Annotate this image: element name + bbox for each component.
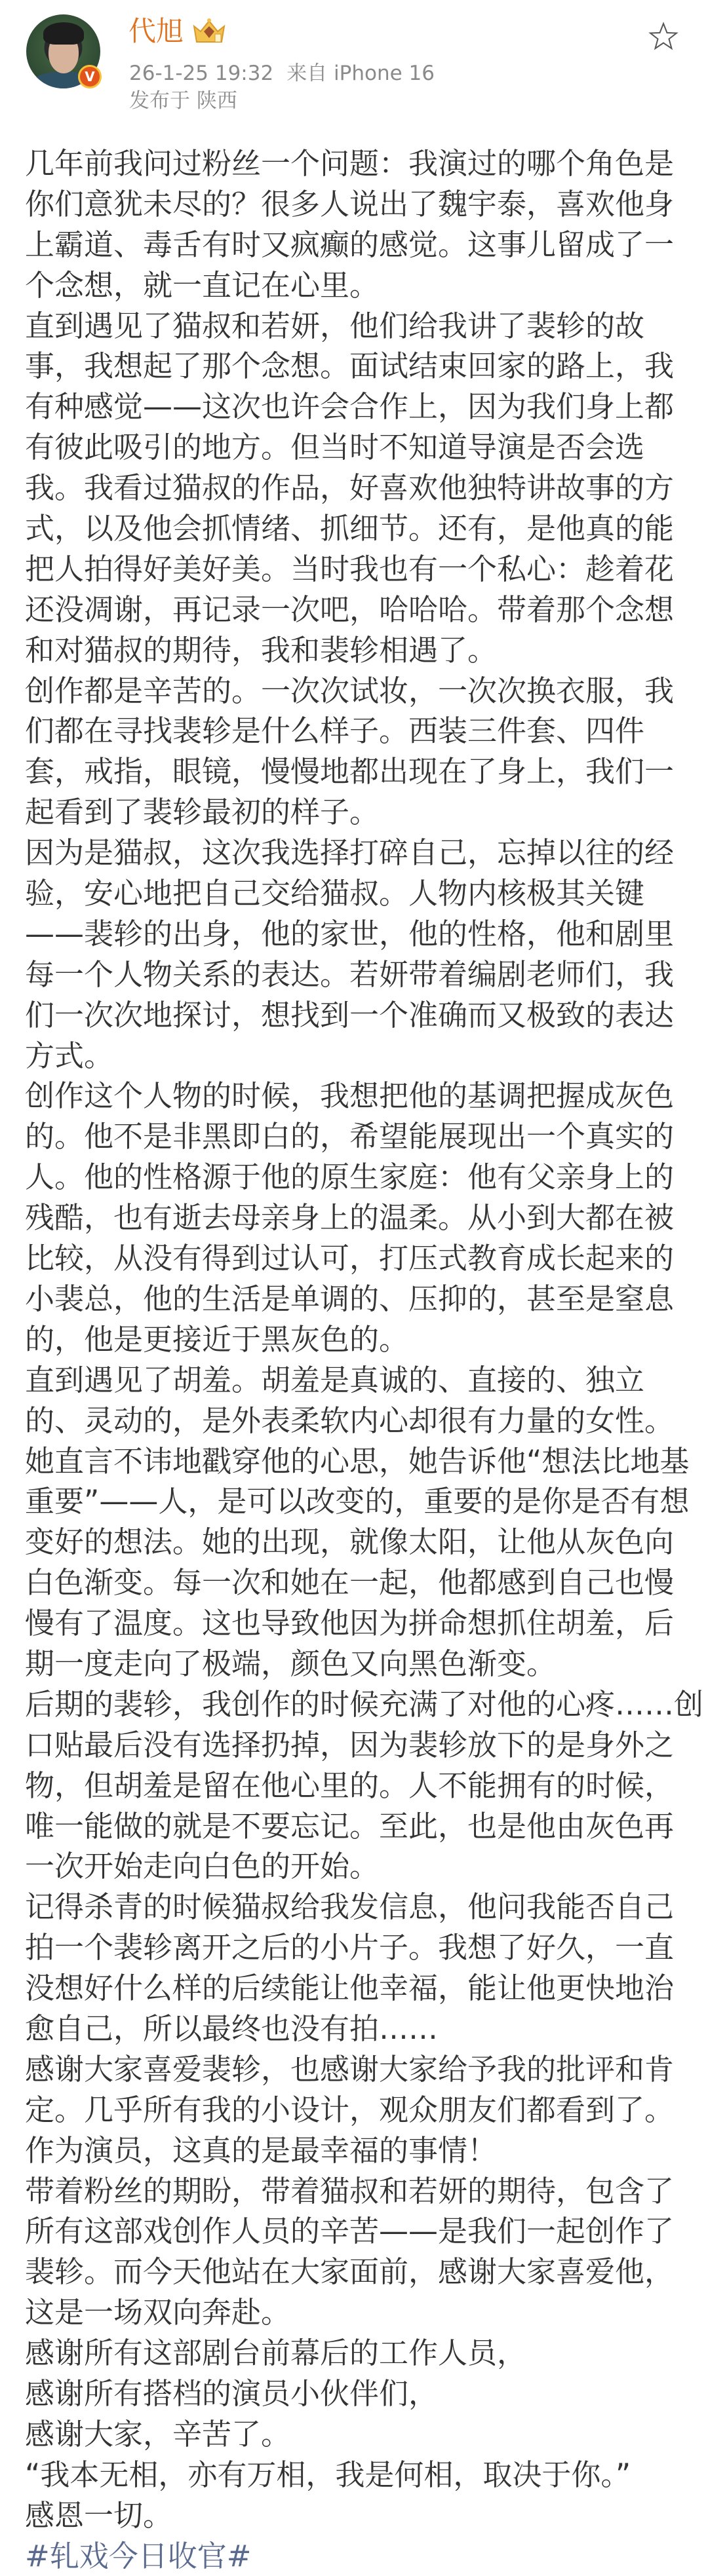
paragraph-line: 们一次次地探讨，想找到一个准确而又极致的表达	[25, 997, 675, 1032]
post-paragraph	[25, 833, 700, 1076]
paragraph-line: 愈自己，所以最终也没有拍……	[25, 2011, 439, 2046]
paragraph-line: 还没凋谢，再记录一次吧，哈哈哈。带着那个念想	[25, 592, 675, 627]
post-paragraph	[25, 1076, 700, 1359]
paragraph-line: 起看到了裴轸最初的样子。	[25, 795, 380, 830]
paragraph-line: 方式。	[25, 1038, 114, 1073]
paragraph-line: ——裴轸的出身，他的家世，他的性格，他和剧里	[25, 916, 675, 951]
post-paragraph	[25, 2333, 700, 2374]
paragraph-line: 这是一场双向奔赴。	[25, 2295, 291, 2330]
paragraph-line: 人。他的性格源于他的原生家庭：他有父亲身上的	[25, 1160, 675, 1195]
paragraph-line: 感谢大家，辛苦了。	[25, 2416, 291, 2452]
paragraph-line: 感谢所有搭档的演员小伙伴们，	[25, 2376, 439, 2411]
paragraph-line: 后期的裴轸，我创作的时候充满了对他的心疼……创	[25, 1686, 704, 1722]
paragraph-line: 拍一个裴轸离开之后的小片子。我想了好久，一直	[25, 1930, 675, 1965]
post-paragraph	[25, 1684, 704, 1887]
paragraph-line: 把人拍得好美好美。当时我也有一个私心：趁着花	[25, 551, 675, 586]
paragraph-line: 有彼此吸引的地方。但当时不知道导演是否会选	[25, 430, 645, 465]
paragraph-line: 创作这个人物的时候，我想把他的基调把握成灰色	[25, 1078, 675, 1114]
paragraph-line: 口贴最后没有选择扔掉，因为裴轸放下的是身外之	[25, 1727, 675, 1762]
post-paragraph	[25, 143, 700, 306]
star-outline-icon[interactable]	[648, 21, 679, 52]
paragraph-line: 比较，从没有得到过认可，打压式教育成长起来的	[25, 1241, 675, 1276]
paragraph-line: 带着粉丝的期盼，带着猫叔和若妍的期待，包含了	[25, 2173, 675, 2208]
post-paragraph	[25, 2171, 700, 2334]
paragraph-line: 直到遇见了猫叔和若妍，他们给我讲了裴轸的故	[25, 308, 645, 343]
post-paragraph	[25, 2495, 700, 2536]
paragraph-line: 一次开始走向白色的开始。	[25, 1849, 380, 1884]
paragraph-line: 验，安心地把自己交给猫叔。人物内核极其关键	[25, 876, 645, 911]
paragraph-line: 直到遇见了胡羞。胡羞是真诚的、直接的、独立	[25, 1362, 645, 1397]
paragraph-line: 变好的想法。她的出现，就像太阳，让他从灰色向	[25, 1525, 675, 1560]
post-timestamp: 26-1-25 19:32	[129, 62, 274, 85]
paragraph-line: 每一个人物关系的表达。若妍带着编剧老师们，我	[25, 957, 675, 992]
paragraph-line: 的、灵动的，是外表柔软内心却很有力量的女性。	[25, 1403, 675, 1438]
paragraph-line: 所有这部戏创作人员的辛苦——是我们一起创作了	[25, 2214, 675, 2249]
paragraph-line: 裴轸。而今天他站在大家面前，感谢大家喜爱他，	[25, 2254, 675, 2290]
post-paragraph	[25, 2374, 700, 2414]
paragraph-line: 们都在寻找裴轸是什么样子。西装三件套、四件	[25, 713, 645, 749]
paragraph-line: 记得杀青的时候猫叔给我发信息，他问我能否自己	[25, 1889, 675, 1925]
post-paragraph	[25, 2049, 700, 2171]
post-location: 发布于 陕西	[129, 89, 237, 113]
paragraph-line: 残酷，也有逝去母亲身上的温柔。从小到大都在被	[25, 1200, 675, 1236]
post-paragraph	[25, 671, 700, 833]
paragraph-line: 物，但胡羞是留在他心里的。人不能拥有的时候，	[25, 1768, 675, 1803]
paragraph-line: 小裴总，他的生活是单调的、压抑的，甚至是窒息	[25, 1281, 675, 1316]
paragraph-line: 感恩一切。	[25, 2497, 173, 2533]
paragraph-line: 作为演员，这真的是最幸福的事情！	[25, 2132, 498, 2168]
paragraph-line: 个念想，就一直记在心里。	[25, 267, 380, 303]
paragraph-line: 白色渐变。每一次和她在一起，他都感到自己也慢	[25, 1565, 675, 1601]
paragraph-line: 式，以及他会抓情绪、抓细节。还有，是他真的能	[25, 511, 675, 546]
post-body	[25, 143, 704, 2576]
paragraph-line: “我本无相，亦有万相，我是何相，取决于你。”	[25, 2457, 631, 2492]
paragraph-line: 事，我想起了那个念想。面试结束回家的路上，我	[25, 349, 675, 384]
paragraph-line: 感谢所有这部剧台前幕后的工作人员，	[25, 2336, 527, 2371]
paragraph-line: 感谢大家喜爱裴轸，也感谢大家给予我的批评和肯	[25, 2051, 675, 2087]
paragraph-line: 没想好什么样的后续能让他幸福，能让他更快地治	[25, 1971, 675, 2006]
post-paragraph	[25, 1887, 700, 2049]
post-paragraph	[25, 2414, 700, 2455]
paragraph-line: 几年前我问过粉丝一个问题：我演过的哪个角色是	[25, 146, 675, 181]
verified-v-icon: V	[78, 65, 102, 88]
paragraph-line: 期一度走向了极端，颜色又向黑色渐变。	[25, 1646, 557, 1681]
paragraph-line: 的，他是更接近于黑灰色的。	[25, 1321, 409, 1357]
paragraph-line: 和对猫叔的期待，我和裴轸相遇了。	[25, 632, 498, 668]
paragraph-line: 重要”——人，是可以改变的，重要的是你是否有想	[25, 1484, 690, 1519]
paragraph-line: 定。几乎所有我的小设计，观众朋友们都看到了。	[25, 2092, 675, 2127]
hashtag-link[interactable]: #轧戏今日收官#	[25, 2538, 252, 2573]
paragraph-line: 套，戒指，眼镜，慢慢地都出现在了身上，我们一	[25, 754, 675, 789]
post-source: 来自 iPhone 16	[286, 62, 435, 85]
paragraph-line: 唯一能做的就是不要忘记。至此，也是他由灰色再	[25, 1808, 675, 1844]
paragraph-line: 上霸道、毒舌有时又疯癫的感觉。这事儿留成了一	[25, 227, 675, 262]
post-paragraph	[25, 306, 700, 671]
paragraph-line: 有种感觉——这次也许会合作上，因为我们身上都	[25, 389, 675, 425]
paragraph-line: 的。他不是非黑即白的，希望能展现出一个真实的	[25, 1119, 675, 1154]
paragraph-line: 你们意犹未尽的？很多人说出了魏宇泰，喜欢他身	[25, 186, 675, 221]
post-paragraph	[25, 2455, 700, 2495]
paragraph-line: 她直言不讳地戳穿他的心思，她告诉他“想法比地基	[25, 1443, 690, 1479]
paragraph-line: 我。我看过猫叔的作品，好喜欢他独特讲故事的方	[25, 470, 675, 506]
author-name[interactable]: 代旭	[128, 15, 184, 47]
paragraph-line: 创作都是辛苦的。一次次试妆，一次次换衣服，我	[25, 673, 675, 708]
crown-badge-icon[interactable]	[191, 17, 227, 46]
paragraph-line: 因为是猫叔，这次我选择打碎自己，忘掉以往的经	[25, 835, 675, 871]
post-paragraph	[25, 1360, 700, 1684]
paragraph-line: 慢有了温度。这也导致他因为拼命想抓住胡羞，后	[25, 1606, 675, 1641]
